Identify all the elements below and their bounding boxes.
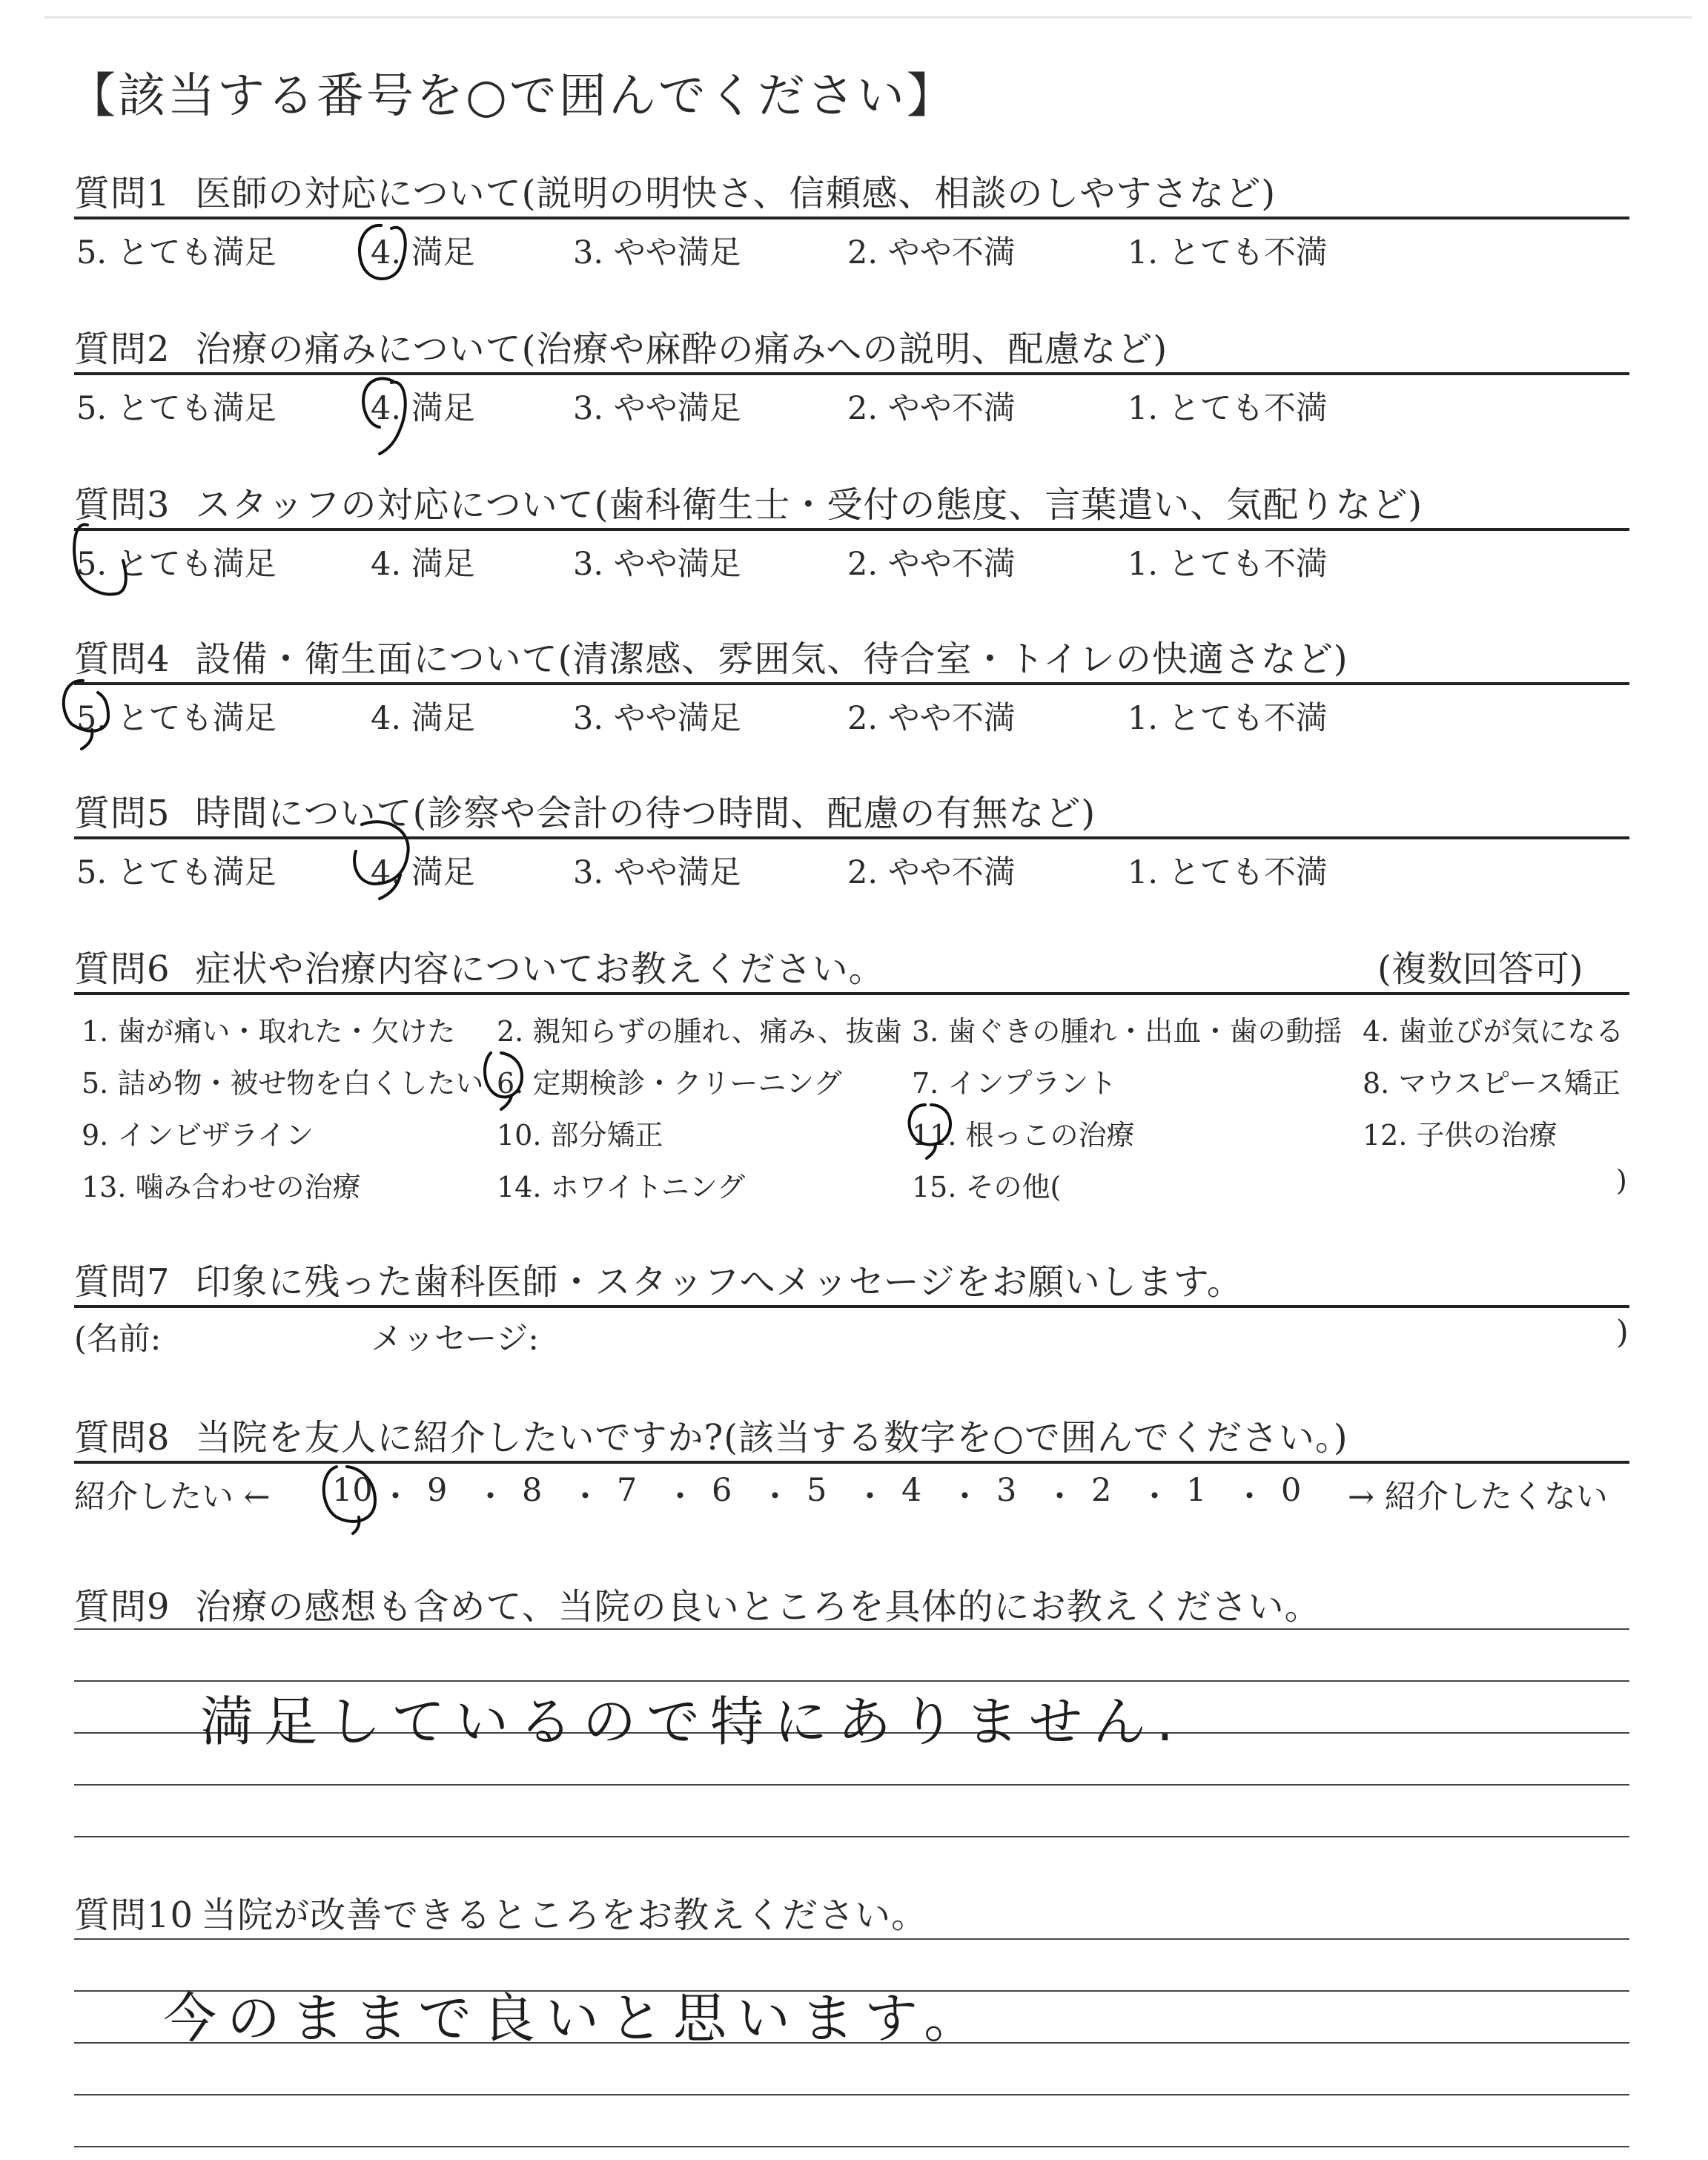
q9-handwritten-answer: 満足しているので特にありません. — [200, 1691, 1184, 1753]
q4-option-1[interactable]: 1. とても不満 — [1128, 700, 1328, 737]
q3-option-2[interactable]: 2. やや不満 — [847, 546, 1016, 583]
q5-number: 質問5 — [74, 793, 171, 834]
q8-scale-separator: ・ — [380, 1479, 411, 1516]
q1-option-5[interactable]: 5. とても満足 — [76, 234, 277, 271]
q8-rule — [74, 1461, 1629, 1464]
q10-line-1 — [74, 1938, 1629, 1940]
q8-number: 質問8 — [74, 1417, 171, 1459]
q6-option-4[interactable]: 4. 歯並びが気になる — [1363, 1015, 1624, 1048]
q8-scale-value-10[interactable]: 10 — [332, 1472, 373, 1509]
q6-option-13[interactable]: 13. 噛み合わせの治療 — [82, 1171, 361, 1203]
q8-scale-value-6[interactable]: 6 — [712, 1472, 732, 1509]
q6-heading — [74, 940, 885, 991]
q6-option-3[interactable]: 3. 歯ぐきの腫れ・出血・歯の動揺 — [912, 1015, 1343, 1048]
q10-text: 当院が改善できるところをお教えください。 — [201, 1895, 928, 1936]
q9-number: 質問9 — [74, 1586, 171, 1628]
q6-option-10[interactable]: 10. 部分矯正 — [497, 1119, 663, 1152]
q8-scale-separator: ・ — [1234, 1479, 1265, 1516]
q6-option-6[interactable]: 6. 定期検診・クリーニング — [497, 1067, 842, 1100]
q1-text: 医師の対応について(説明の明快さ、信頼感、相談のしやすさなど) — [195, 173, 1277, 214]
q2-rule — [74, 372, 1629, 375]
q6-number: 質問6 — [74, 948, 171, 990]
q6-text: 症状や治療内容についてお教えください。 — [195, 948, 885, 990]
q5-option-4[interactable]: 4. 満足 — [371, 854, 475, 891]
q3-option-5[interactable]: 5. とても満足 — [76, 546, 277, 583]
q6-option-8[interactable]: 8. マウスピース矯正 — [1363, 1067, 1621, 1100]
q4-option-4[interactable]: 4. 満足 — [371, 700, 475, 737]
page-title: 【該当する番号を○で囲んでください】 — [68, 69, 956, 124]
q8-scale-separator: ・ — [664, 1479, 696, 1516]
q1-option-4[interactable]: 4. 満足 — [371, 234, 475, 271]
q5-heading — [74, 785, 1096, 836]
q1-option-3[interactable]: 3. やや満足 — [573, 234, 741, 271]
q3-text: スタッフの対応について(歯科衛生士・受付の態度、言葉遣い、気配りなど) — [195, 484, 1423, 526]
q7-number: 質問7 — [74, 1261, 171, 1303]
q10-heading — [74, 1886, 927, 1938]
q2-heading — [74, 320, 1168, 371]
q9-text: 治療の感想も含めて、当院の良いところを具体的にお教えください。 — [195, 1586, 1321, 1628]
q4-rule — [74, 682, 1629, 685]
q6-option-12[interactable]: 12. 子供の治療 — [1363, 1119, 1558, 1152]
q6-option-2[interactable]: 2. 親知らずの腫れ、痛み、抜歯 — [497, 1015, 902, 1048]
q8-text: 当院を友人に紹介したいですか?(該当する数字を○で囲んでください。) — [195, 1417, 1348, 1459]
q4-number: 質問4 — [74, 638, 171, 680]
q8-scale-separator: ・ — [474, 1479, 506, 1516]
q4-option-3[interactable]: 3. やや満足 — [573, 700, 741, 737]
q3-option-1[interactable]: 1. とても不満 — [1128, 546, 1328, 583]
q1-number: 質問1 — [74, 173, 171, 214]
q8-scale-separator: ・ — [949, 1479, 981, 1516]
q6-option-15[interactable]: 15. その他( — [912, 1171, 1062, 1203]
q4-option-2[interactable]: 2. やや不満 — [847, 700, 1016, 737]
q8-scale-value-2[interactable]: 2 — [1091, 1472, 1112, 1509]
q2-option-2[interactable]: 2. やや不満 — [847, 390, 1016, 427]
q5-option-2[interactable]: 2. やや不満 — [847, 854, 1016, 891]
q1-option-2[interactable]: 2. やや不満 — [847, 234, 1016, 271]
q8-scale-value-9[interactable]: 9 — [427, 1472, 448, 1509]
q8-scale-separator: ・ — [1139, 1479, 1171, 1516]
q6-option-7[interactable]: 7. インプラント — [912, 1067, 1117, 1100]
q6-option-11[interactable]: 11. 根っこの治療 — [912, 1119, 1135, 1152]
q6-option-1[interactable]: 1. 歯が痛い・取れた・欠けた — [82, 1015, 456, 1048]
q5-rule — [74, 836, 1629, 839]
q2-number: 質問2 — [74, 328, 171, 370]
q7-heading — [74, 1253, 1243, 1304]
q8-scale-separator: ・ — [569, 1479, 601, 1516]
q8-scale-value-8[interactable]: 8 — [522, 1472, 543, 1509]
q8-scale-value-7[interactable]: 7 — [617, 1472, 638, 1509]
q5-option-1[interactable]: 1. とても不満 — [1128, 854, 1328, 891]
q9-line-1 — [74, 1628, 1629, 1630]
q6-rule — [74, 992, 1629, 995]
q10-line-4 — [74, 2094, 1629, 2095]
q8-left-label: 紹介したい ← — [74, 1479, 271, 1516]
q7-text: 印象に残った歯科医師・スタッフへメッセージをお願いします。 — [195, 1261, 1243, 1303]
q7-rule — [74, 1305, 1629, 1308]
q7-message-label: メッセージ: — [371, 1321, 539, 1358]
q6-option-5[interactable]: 5. 詰め物・被せ物を白くしたい — [82, 1067, 484, 1100]
q7-name-label: (名前: — [74, 1321, 162, 1358]
q2-option-3[interactable]: 3. やや満足 — [573, 390, 741, 427]
q2-option-1[interactable]: 1. とても不満 — [1128, 390, 1328, 427]
q3-option-4[interactable]: 4. 満足 — [371, 546, 475, 583]
q3-rule — [74, 528, 1629, 531]
q2-option-5[interactable]: 5. とても満足 — [76, 390, 277, 427]
q9-line-4 — [74, 1784, 1629, 1786]
q8-scale-value-0[interactable]: 0 — [1281, 1472, 1302, 1509]
q10-handwritten-answer: 今のままで良いと思います。 — [163, 1987, 988, 2050]
q10-line-5 — [74, 2146, 1629, 2147]
q8-scale-separator: ・ — [759, 1479, 791, 1516]
q2-option-4[interactable]: 4. 満足 — [371, 390, 475, 427]
q8-scale-value-1[interactable]: 1 — [1186, 1472, 1207, 1509]
q8-scale-separator: ・ — [1044, 1479, 1076, 1516]
q10-number: 質問10 — [74, 1895, 194, 1936]
q8-heading — [74, 1409, 1348, 1460]
q6-other-close-paren: ) — [1616, 1164, 1627, 1197]
q6-multiple-answers-note: (複数回答可) — [1377, 948, 1583, 990]
q8-scale-separator: ・ — [854, 1479, 886, 1516]
q5-option-5[interactable]: 5. とても満足 — [76, 854, 277, 891]
q3-heading — [74, 476, 1423, 527]
q8-scale-value-5[interactable]: 5 — [807, 1472, 827, 1509]
q8-scale-value-4[interactable]: 4 — [901, 1472, 922, 1509]
q4-heading — [74, 630, 1348, 681]
q1-rule — [74, 217, 1629, 219]
q3-number: 質問3 — [74, 484, 171, 526]
q7-close-paren: ) — [1616, 1314, 1629, 1351]
q6-option-14[interactable]: 14. ホワイトニング — [497, 1171, 746, 1203]
q1-option-1[interactable]: 1. とても不満 — [1128, 234, 1328, 271]
q6-option-9[interactable]: 9. インビザライン — [82, 1119, 314, 1152]
q9-line-5 — [74, 1836, 1629, 1837]
q4-text: 設備・衛生面について(清潔感、雰囲気、待合室・トイレの快適さなど) — [195, 638, 1348, 680]
q2-text: 治療の痛みについて(治療や麻酔の痛みへの説明、配慮など) — [195, 328, 1168, 370]
q1-heading — [74, 165, 1276, 216]
q8-right-label: → 紹介したくない — [1348, 1479, 1608, 1516]
q8-scale-value-3[interactable]: 3 — [996, 1472, 1017, 1509]
q4-option-5[interactable]: 5. とても満足 — [76, 700, 277, 737]
q3-option-3[interactable]: 3. やや満足 — [573, 546, 741, 583]
q9-heading — [74, 1578, 1321, 1629]
top-border — [44, 16, 1692, 19]
q5-option-3[interactable]: 3. やや満足 — [573, 854, 741, 891]
q5-text: 時間について(診察や会計の待つ時間、配慮の有無など) — [195, 793, 1096, 834]
